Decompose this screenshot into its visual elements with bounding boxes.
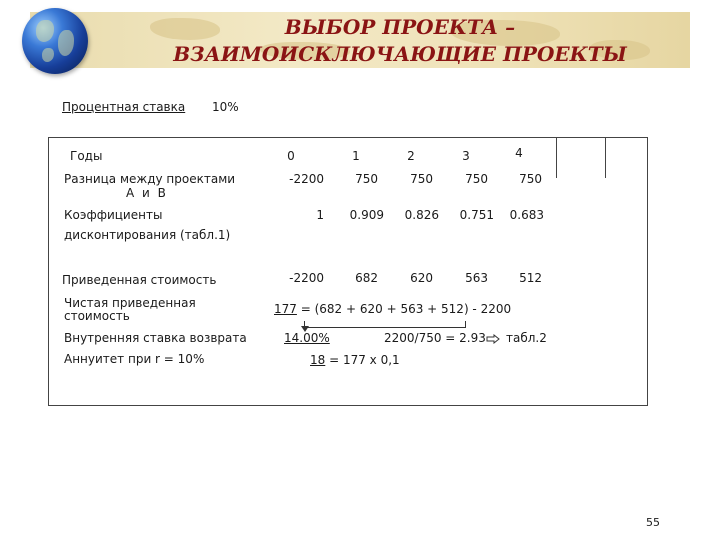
rate-value: 10% (212, 100, 239, 114)
annuity-line (304, 353, 400, 368)
year-cell: 3 (462, 149, 470, 163)
table-divider (605, 138, 606, 178)
pv-cell: 682 (355, 271, 378, 285)
pv-cell: 620 (410, 271, 433, 285)
arrow-right-icon (486, 334, 500, 344)
diff-label: Разница между проектами (64, 172, 236, 186)
npv-label: Чистая приведенная (64, 296, 196, 310)
coef-label-sub: дисконтирования (табл.1) (64, 228, 231, 242)
diff-label-sub: А и В (126, 186, 168, 200)
coef-label: Коэффициенты (64, 208, 163, 222)
bracket (304, 321, 466, 328)
irr-calc: 2200/750 = 2.93 (384, 331, 486, 345)
globe-icon (22, 8, 88, 74)
npv-line (274, 302, 511, 317)
page-title (120, 14, 680, 68)
table-divider (556, 138, 557, 178)
year-cell: 2 (407, 149, 415, 163)
rate-label: Процентная ставка (62, 100, 186, 114)
diff-cell: 750 (519, 172, 542, 186)
title-line-2: ВЗАИМОИСКЛЮЧАЮЩИЕ ПРОЕКТЫ (173, 42, 627, 66)
coef-cell: 1 (316, 208, 324, 222)
coef-cell: 0.683 (509, 208, 544, 222)
annuity-value: 18 (310, 353, 326, 367)
annuity-formula: = 177 x 0,1 (325, 353, 400, 367)
npv-formula: = (682 + 620 + 563 + 512) - 2200 (296, 302, 512, 316)
coef-cell: 0.826 (404, 208, 439, 222)
diff-cell: 750 (465, 172, 488, 186)
years-label: Годы (70, 149, 103, 163)
year-cell: 4 (515, 146, 523, 160)
title-line-1: ВЫБОР ПРОЕКТА – (284, 15, 516, 39)
irr-value: 14.00% (284, 331, 330, 345)
coef-cell: 0.751 (459, 208, 494, 222)
annuity-label: Аннуитет при r = 10% (64, 352, 205, 366)
coef-cell: 0.909 (349, 208, 384, 222)
pv-cell: -2200 (289, 271, 324, 285)
irr-ref: табл.2 (506, 331, 547, 345)
pv-cell: 512 (519, 271, 542, 285)
diff-cell: 750 (355, 172, 378, 186)
diff-cell: 750 (410, 172, 433, 186)
page-number: 55 (646, 516, 660, 529)
pv-cell: 563 (465, 271, 488, 285)
pv-label: Приведенная стоимость (62, 273, 217, 287)
year-cell: 1 (352, 149, 360, 163)
npv-label-sub: стоимость (64, 309, 130, 323)
npv-value: 177 (274, 302, 297, 316)
year-cell: 0 (287, 149, 295, 163)
irr-label: Внутренняя ставка возврата (64, 331, 247, 345)
diff-cell: -2200 (289, 172, 324, 186)
